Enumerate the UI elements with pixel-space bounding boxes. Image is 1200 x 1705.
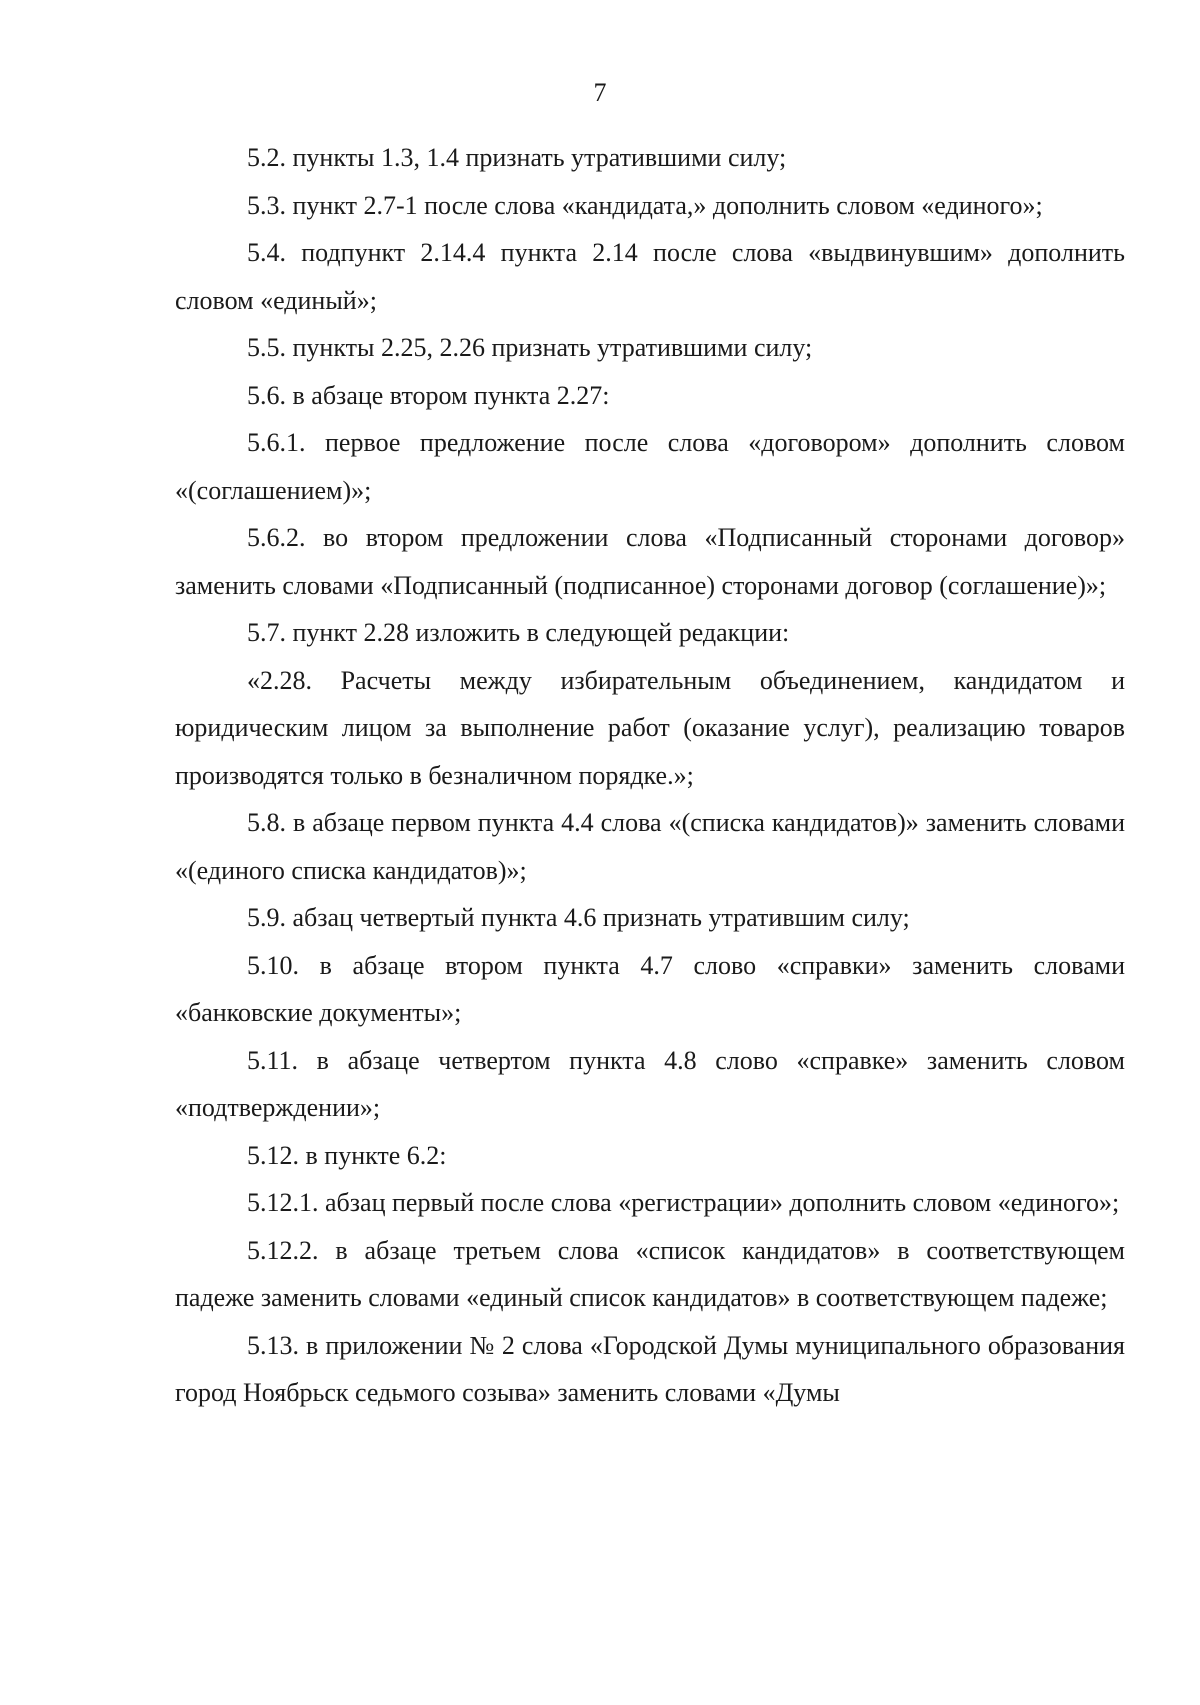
paragraph-5-8: 5.8. в абзаце первом пункта 4.4 слова «(списка кандидатов)» заменить словами «(единого списка кандидатов)»;	[175, 808, 1125, 885]
paragraph-5-2: 5.2. пункты 1.3, 1.4 признать утратившими силу;	[247, 143, 787, 172]
paragraph-5-13: 5.13. в приложении № 2 слова «Городской Думы муниципального образования город Ноябрьск седьмого созыва» заменить словами «Думы	[175, 1330, 1125, 1407]
paragraph-5-6-2: 5.6.2. во втором предложении слова «Подписанный сторонами договор» заменить словами «Подписанный (подписанное) сторонами договор (соглашение)»;	[175, 523, 1125, 600]
paragraph-2-28-quote: «2.28. Расчеты между избирательным объединением, кандидатом и юридическим лицом за выполнение работ (оказание услуг), реализацию товаров производятся только в безналичном порядке.»;	[175, 665, 1125, 790]
paragraph-5-12: 5.12. в пункте 6.2:	[247, 1140, 447, 1170]
document-body	[175, 134, 1125, 1417]
paragraph-5-7: 5.7. пункт 2.28 изложить в следующей редакции:	[247, 618, 790, 647]
paragraph-5-9: 5.9. абзац четвертый пункта 4.6 признать утратившим силу;	[247, 903, 910, 932]
page-number: 7	[593, 78, 607, 107]
paragraph-5-4: 5.4. подпункт 2.14.4 пункта 2.14 после слова «выдвинувшим» дополнить словом «единый»;	[175, 238, 1125, 315]
paragraph-5-12-1: 5.12.1. абзац первый после слова «регистрации» дополнить словом «единого»;	[247, 1188, 1120, 1217]
paragraph-5-5: 5.5. пункты 2.25, 2.26 признать утратившими силу;	[247, 333, 813, 362]
paragraph-5-6-1: 5.6.1. первое предложение после слова «договором» дополнить словом «(соглашением)»;	[175, 428, 1125, 505]
paragraph-5-6: 5.6. в абзаце втором пункта 2.27:	[247, 380, 610, 410]
paragraph-5-11: 5.11. в абзаце четвертом пункта 4.8 слово «справке» заменить словом «подтверждении»;	[175, 1045, 1125, 1122]
paragraph-5-10: 5.10. в абзаце втором пункта 4.7 слово «справки» заменить словами «банковские документы»;	[175, 950, 1125, 1027]
paragraph-5-12-2: 5.12.2. в абзаце третьем слова «список кандидатов» в соответствующем падеже заменить словами «единый список кандидатов» в соответствующем падеже;	[175, 1235, 1125, 1312]
paragraph-5-3: 5.3. пункт 2.7-1 после слова «кандидата,» дополнить словом «единого»;	[247, 190, 1043, 220]
